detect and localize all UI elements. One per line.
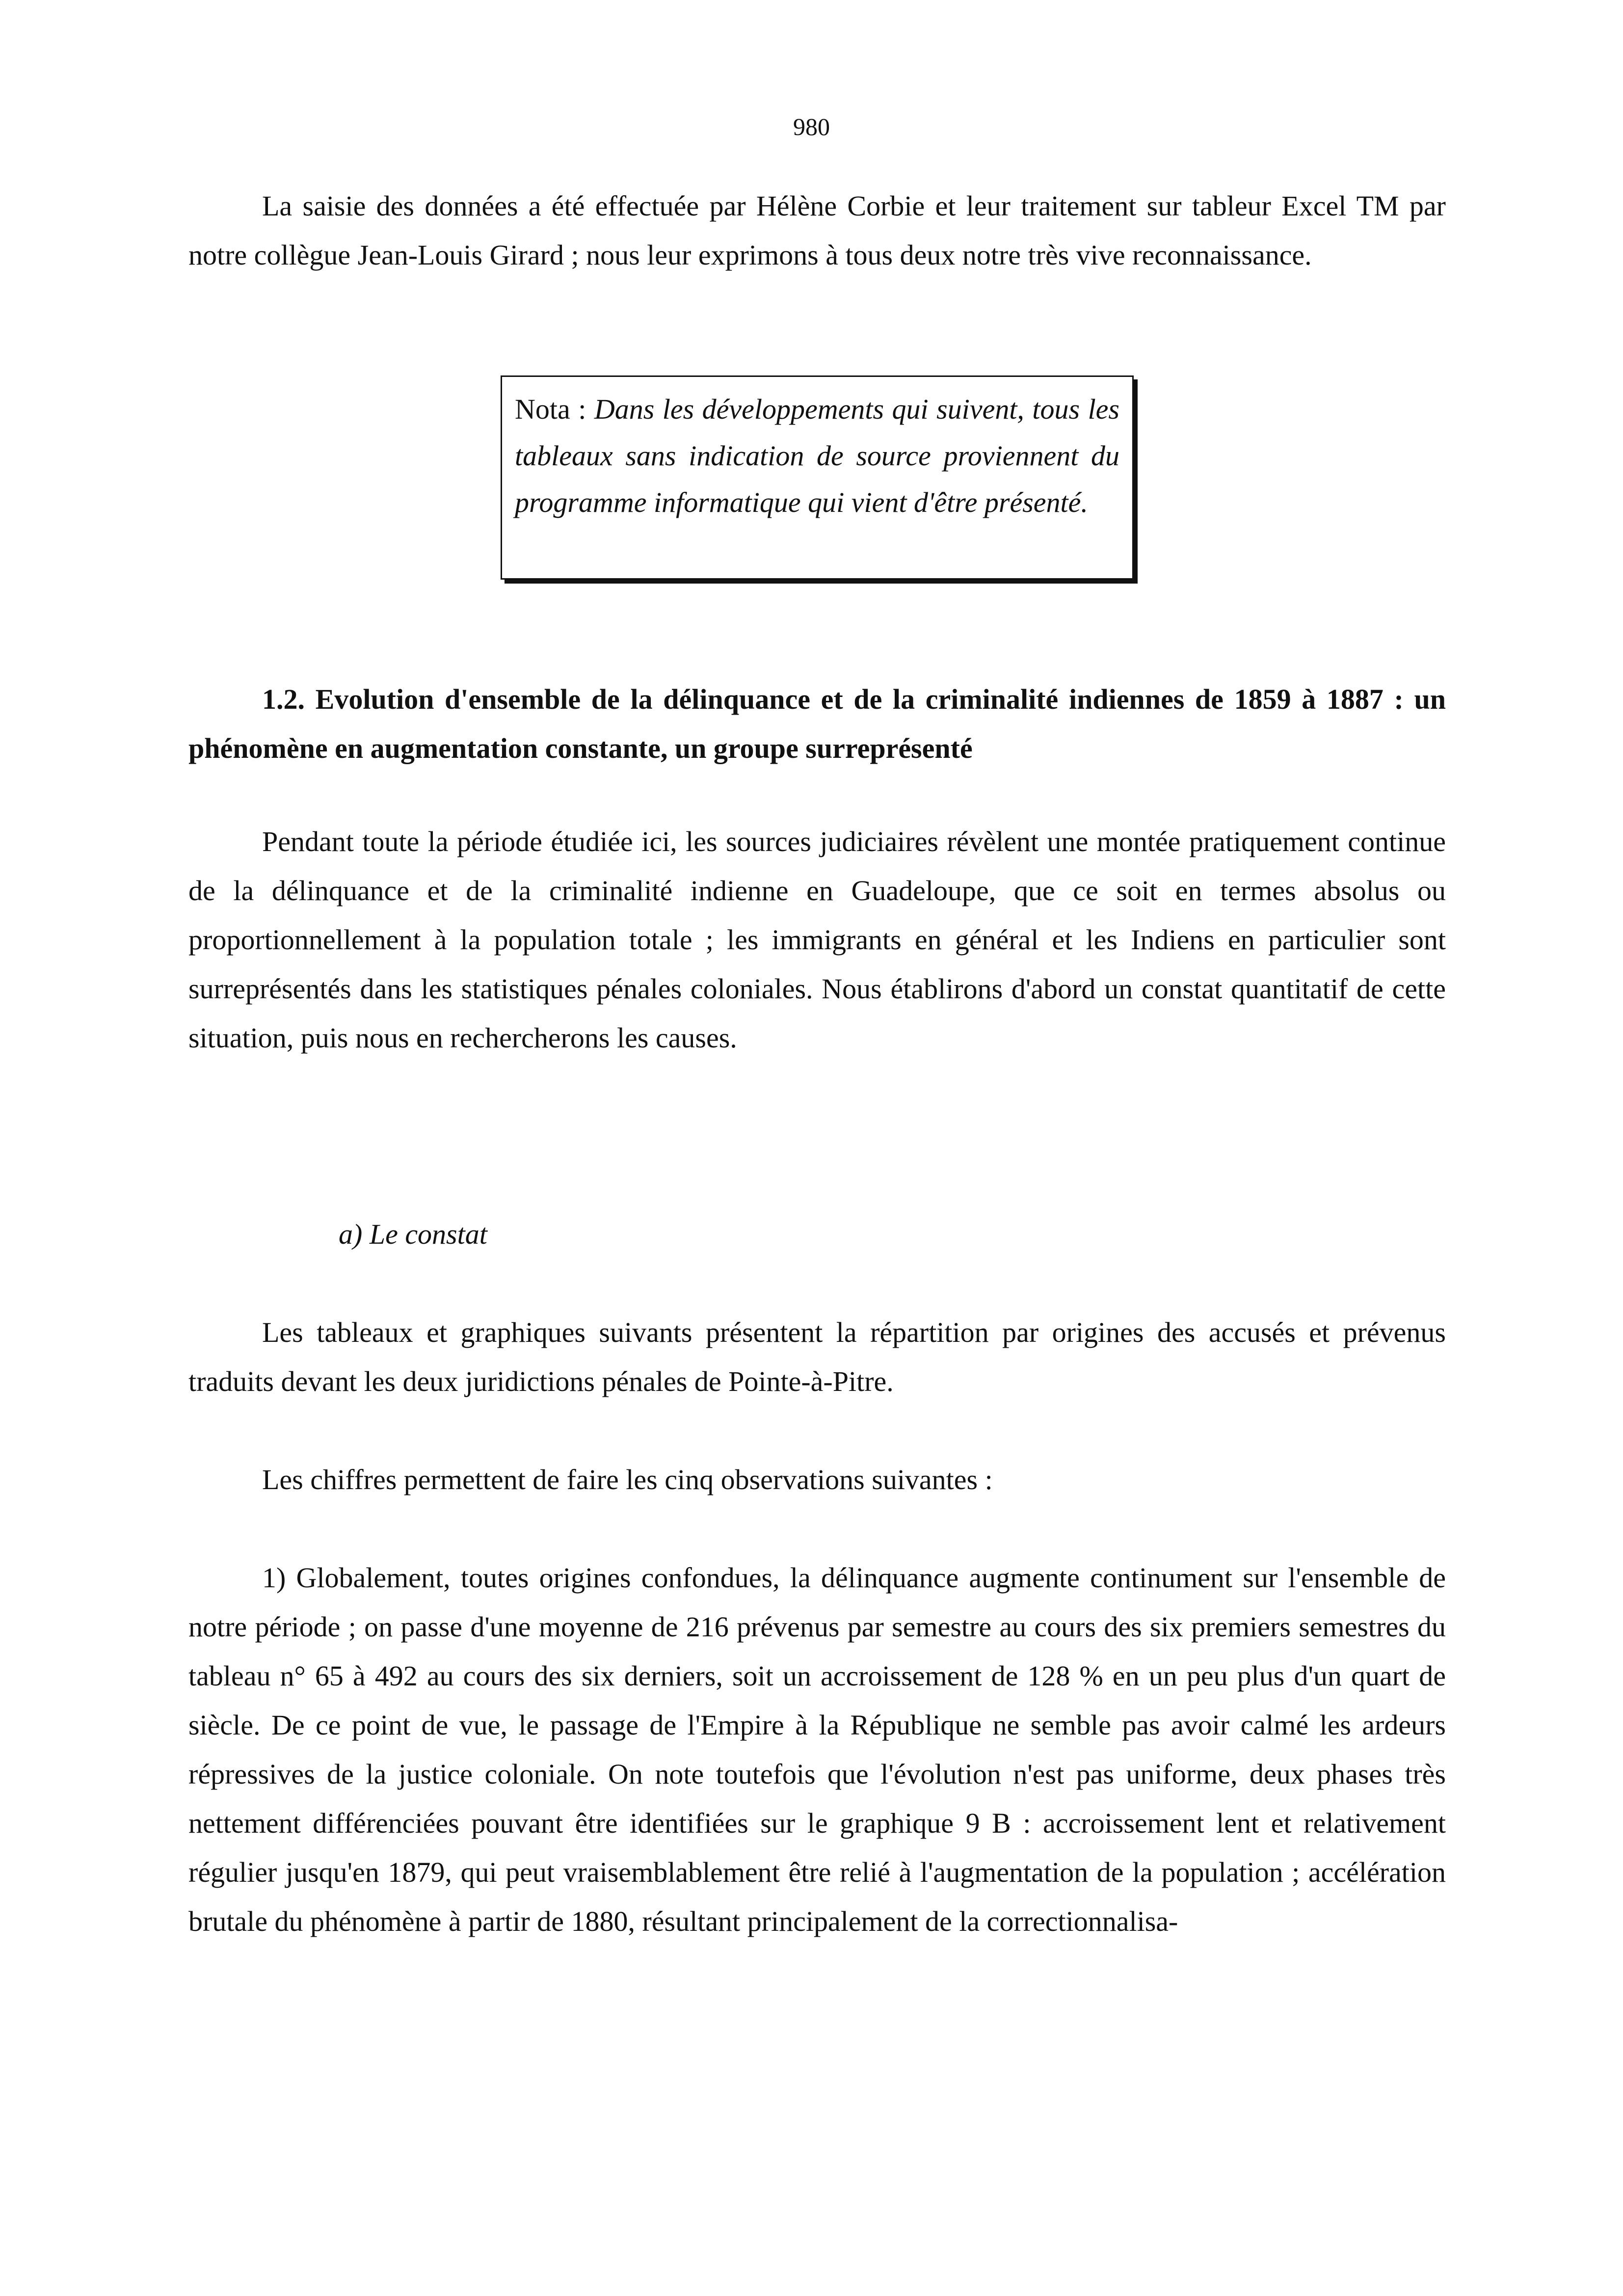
paragraph-pendant: Pendant toute la période étudiée ici, les sources judiciaires révèlent une montée pratiquement continue de la délinquance et de la criminalité indienne en Guadeloupe, que ce soit en termes absolus ou proportionnellement à la population totale ; les immigrants en général et les Indiens en particulier sont surreprésentés dans les statistiques pénales coloniales. Nous établirons d'abord un constat quantitatif de cette situation, puis nous en rechercherons les causes. [188, 826, 1446, 1054]
page-number: 980 [793, 113, 830, 140]
section-heading-1-2: 1.2. Evolution d'ensemble de la délinquance et de la criminalité indiennes de 1859 à 1887 : un phénomène en augmentation constante, un groupe surreprésenté [188, 683, 1446, 764]
paragraph-tableaux: Les tableaux et graphiques suivants présentent la répartition par origines des accusés et prévenus traduits devant les deux juridictions pénales de Pointe-à-Pitre. [188, 1316, 1446, 1397]
paragraph-chiffres: Les chiffres permettent de faire les cinq observations suivantes : [262, 1464, 993, 1495]
paragraph-observation-1: 1) Globalement, toutes origines confondues, la délinquance augmente continument sur l'ensemble de notre période ; on passe d'une moyenne de 216 prévenus par semestre au cours des six premiers semestres du tableau n° 65 à 492 au cours des six derniers, soit un accroissement de 128 % en un peu plus d'un quart de siècle. De ce point de vue, le passage de l'Empire à la République ne semble pas avoir calmé les ardeurs répressives de la justice coloniale. On note toutefois que l'évolution n'est pas uniforme, deux phases très nettement différenciées pouvant être identifiées sur le graphique 9 B : accroissement lent et relativement régulier jusqu'en 1879, qui peut vraisemblablement être relié à l'augmentation de la population ; accélération brutale du phénomène à partir de 1880, résultant principalement de la correctionnalisa- [188, 1562, 1446, 1937]
nota-label: Nota : [515, 393, 594, 425]
paragraph-intro: La saisie des données a été effectuée par Hélène Corbie et leur traitement sur tableur Excel TM par notre collègue Jean-Louis Girard ; nous leur exprimons à tous deux notre très vive reconnaissance. [188, 190, 1446, 271]
subheading-le-constat: a) Le constat [339, 1218, 487, 1250]
nota-box [501, 375, 1134, 580]
nota-text: Dans les développements qui suivent, tous les tableaux sans indication de source proviennent du programme informatique qui vient d'être présenté. [515, 393, 1120, 518]
